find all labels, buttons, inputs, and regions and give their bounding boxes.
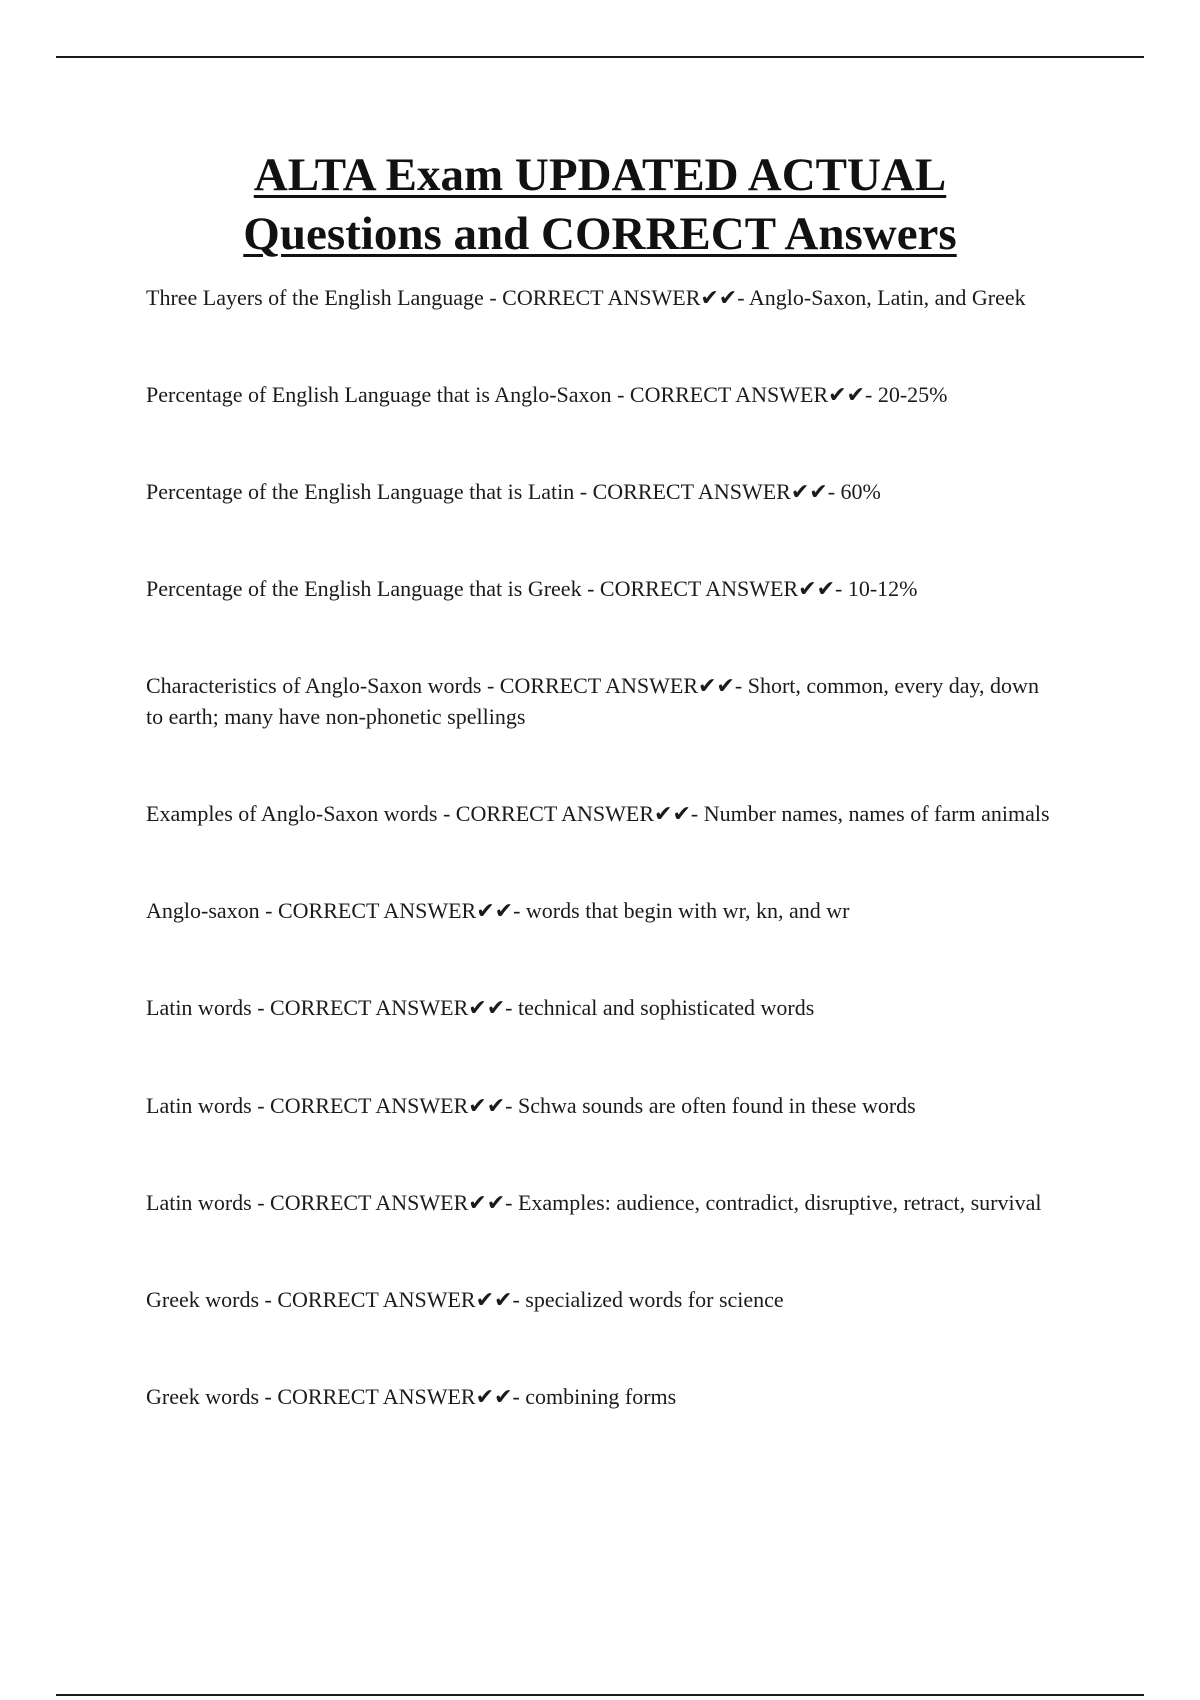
qa-term: Percentage of the English Language that is Greek	[146, 576, 582, 601]
correct-answer-marker: CORRECT ANSWER✔✔	[592, 479, 828, 504]
qa-answer: 20-25%	[877, 382, 948, 407]
qa-term: Percentage of English Language that is Anglo-Saxon	[146, 382, 612, 407]
qa-item: Percentage of English Language that is Anglo-Saxon - CORRECT ANSWER✔✔- 20-25%	[146, 382, 948, 407]
qa-term: Latin words	[146, 1093, 252, 1118]
qa-term: Greek words	[146, 1287, 260, 1312]
qa-answer: Schwa sounds are often found in these words	[517, 1093, 916, 1118]
qa-answer: Number names, names of farm animals	[703, 801, 1050, 826]
qa-term: Percentage of the English Language that is Latin	[146, 479, 575, 504]
qa-answer: combining forms	[525, 1384, 677, 1409]
qa-term: Latin words	[146, 995, 252, 1020]
qa-term: Characteristics of Anglo-Saxon words	[146, 673, 482, 698]
correct-answer-marker: CORRECT ANSWER✔✔	[270, 995, 506, 1020]
correct-answer-marker: CORRECT ANSWER✔✔	[277, 1384, 513, 1409]
correct-answer-marker: CORRECT ANSWER✔✔	[270, 1190, 506, 1215]
qa-item: Percentage of the English Language that is Latin - CORRECT ANSWER✔✔- 60%	[146, 479, 881, 504]
correct-answer-marker: CORRECT ANSWER✔✔	[455, 801, 691, 826]
qa-answer: technical and sophisticated words	[517, 995, 815, 1020]
correct-answer-marker: CORRECT ANSWER✔✔	[502, 285, 738, 310]
correct-answer-marker: CORRECT ANSWER✔✔	[277, 1287, 513, 1312]
document-title	[120, 146, 1080, 264]
qa-answer: specialized words for science	[525, 1287, 784, 1312]
qa-item: Three Layers of the English Language - CORRECT ANSWER✔✔- Anglo-Saxon, Latin, and Greek	[146, 285, 1026, 310]
correct-answer-marker: CORRECT ANSWER✔✔	[599, 576, 836, 601]
correct-answer-marker: CORRECT ANSWER✔✔	[270, 1093, 506, 1118]
qa-item: Greek words - CORRECT ANSWER✔✔- combining forms	[146, 1384, 677, 1409]
qa-answer: Anglo-Saxon, Latin, and Greek	[748, 285, 1026, 310]
qa-item: Latin words - CORRECT ANSWER✔✔- Examples: audience, contradict, disruptive, retract, survival	[146, 1190, 1042, 1215]
qa-answer: 60%	[840, 479, 881, 504]
qa-item: Percentage of the English Language that is Greek - CORRECT ANSWER✔✔- 10-12%	[146, 576, 918, 601]
correct-answer-marker: CORRECT ANSWER✔✔	[277, 898, 514, 923]
qa-item: Greek words - CORRECT ANSWER✔✔- specialized words for science	[146, 1287, 784, 1312]
qa-list	[146, 282, 1056, 1412]
correct-answer-marker: CORRECT ANSWER✔✔	[629, 382, 865, 407]
qa-item: Latin words - CORRECT ANSWER✔✔- technical and sophisticated words	[146, 995, 815, 1020]
qa-item: Anglo-saxon - CORRECT ANSWER✔✔- words that begin with wr, kn, and wr	[146, 898, 850, 923]
qa-answer: Short, common, every day, down to earth; many have non-phonetic spellings	[146, 673, 1039, 729]
title-line-2: Questions and CORRECT Answers	[243, 208, 957, 260]
bottom-rule	[56, 1694, 1144, 1696]
qa-answer: 10-12%	[847, 576, 918, 601]
qa-item: Examples of Anglo-Saxon words - CORRECT ANSWER✔✔- Number names, names of farm animals	[146, 801, 1050, 826]
qa-term: Greek words	[146, 1384, 260, 1409]
title-line-1: ALTA Exam UPDATED ACTUAL	[253, 149, 947, 201]
qa-term: Three Layers of the English Language	[146, 285, 484, 310]
qa-item: Latin words - CORRECT ANSWER✔✔- Schwa sounds are often found in these words	[146, 1093, 916, 1118]
qa-answer: Examples: audience, contradict, disruptive, retract, survival	[517, 1190, 1042, 1215]
qa-term: Examples of Anglo-Saxon words	[146, 801, 438, 826]
correct-answer-marker: CORRECT ANSWER✔✔	[499, 673, 735, 698]
qa-term: Anglo-saxon	[146, 898, 260, 923]
qa-term: Latin words	[146, 1190, 252, 1215]
top-rule	[56, 56, 1144, 58]
qa-answer: words that begin with wr, kn, and wr	[525, 898, 850, 923]
qa-item: Characteristics of Anglo-Saxon words - CORRECT ANSWER✔✔- Short, common, every day, down to earth; many have non-phonetic spellings	[146, 673, 1039, 729]
